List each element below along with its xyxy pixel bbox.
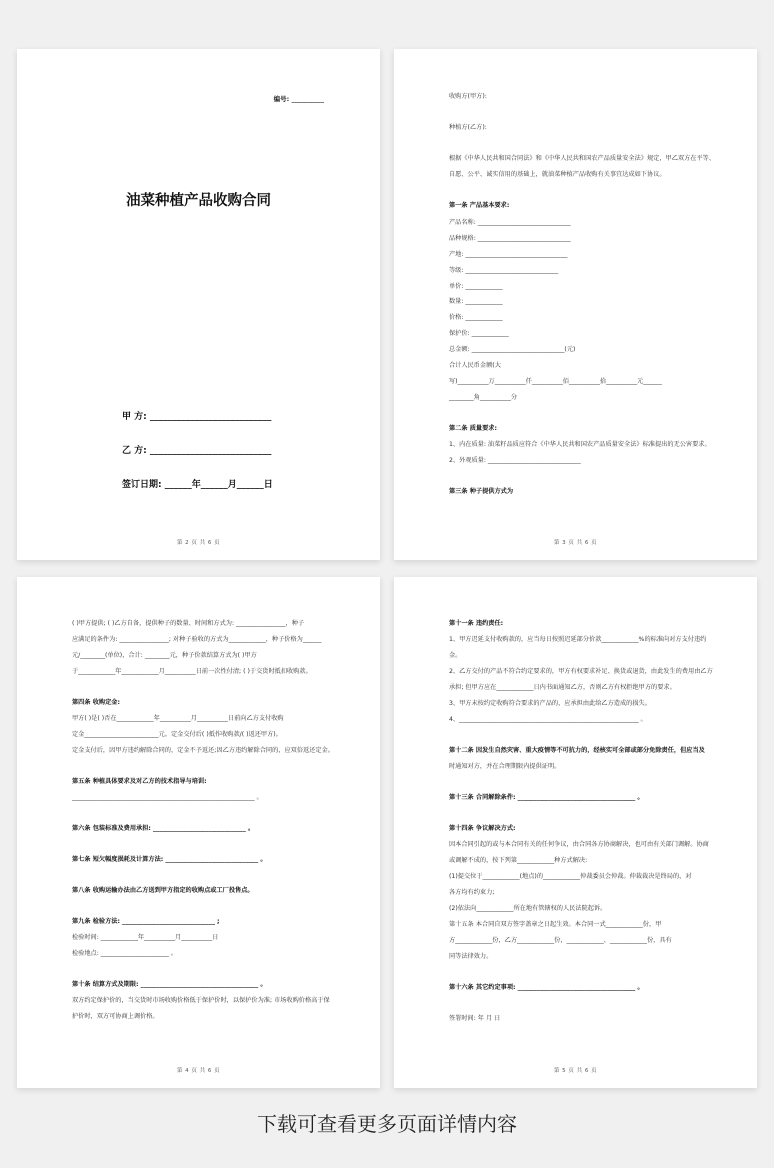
party-b-field: 乙 方: ___________________________ xyxy=(122,446,272,456)
paragraph-line: 第三条 种子提供方式为 xyxy=(449,488,514,495)
paragraph-line: 第四条 收购定金: xyxy=(72,699,120,706)
page-footer: 第 5 页 共 6 页 xyxy=(553,1068,598,1074)
paragraph-line: 等级: ______________________________ xyxy=(449,267,559,274)
paragraph-line: 产品名称: ______________________________ xyxy=(449,219,571,226)
paragraph-line: ( )甲方提供; ( )乙方自备，提供种子的数量、时间和方式为: ________________，种子 xyxy=(72,620,305,627)
paragraph-line: 第九条 检验方法: ______________________________ ; xyxy=(72,918,220,925)
paragraph-line: 第十条 结算方式及期限: ______________________________________ 。 xyxy=(72,981,267,988)
paragraph-line: 价格: ____________ xyxy=(449,314,503,321)
paragraph-line: 产地: _________________________________ xyxy=(449,251,568,258)
paragraph-line: 第二条 质量要求: xyxy=(449,425,497,432)
paragraph-line: 签署时间: 年 月 日 xyxy=(449,1015,501,1022)
paragraph-line: 合计人民币金额(大 xyxy=(449,362,501,369)
page-footer: 第 3 页 共 6 页 xyxy=(553,540,598,546)
download-caption: 下载可查看更多页面详情内容 xyxy=(257,1112,517,1136)
paragraph-line: 检验时间: ____________年__________月__________日 xyxy=(72,934,219,941)
paragraph-line: 第十一条 违约责任: xyxy=(449,620,504,627)
paragraph-line: 方____________份，乙方____________份，____________、____________份，具有 xyxy=(449,937,672,944)
paragraph-line: 第六条 包装标准及费用承担: ______________________________ 。 xyxy=(72,825,255,832)
paragraph-line: 甲方( )是( )否在____________年__________月__________日前向乙方支付收购 xyxy=(72,715,284,722)
paragraph-line: 第十五条 本合同自双方签字盖章之日起生效。本合同一式____________份，甲 xyxy=(449,921,662,928)
paragraph-line: 2、乙方交付的产品不符合约定要求的，甲方有权要求补足、换货或退货，由此发生的费用由乙方 xyxy=(449,668,713,675)
paragraph-line: (2)依法向____________所在地有管辖权的人民法院起诉。 xyxy=(449,905,607,912)
paragraph-line: 第十二条 因发生自然灾害、重大疫情等不可抗力的，经核实可全部或部分免除责任，但应当及 xyxy=(449,747,705,754)
paragraph-line: 4、__________________________________________________________ 。 xyxy=(449,716,647,723)
paragraph-line: 元/________(单位)，合计: ________元，种子价款结算方式为( )甲方 xyxy=(72,652,257,659)
page-footer: 第 2 页 共 6 页 xyxy=(176,540,221,546)
paragraph-line: 自愿、公平、诚实信用的基础上，就油菜种植产品收购有关事宜达成如下协议。 xyxy=(449,171,666,178)
paragraph-line: 第十六条 其它约定事项: ______________________________________ 。 xyxy=(449,984,644,991)
paragraph-line: ________角__________分 xyxy=(449,394,518,401)
paragraph-line: 单价: ____________ xyxy=(449,283,503,290)
paragraph-line: 第八条 收购运输办法由乙方送到甲方指定的收购点或工厂投售点。 xyxy=(72,887,254,894)
paragraph-line: 各方均有约束力; xyxy=(449,889,495,896)
paragraph-line: (1)提交位于____________(地点)的____________仲裁委员会仲裁。仲裁裁决是终局的，对 xyxy=(449,873,692,880)
contract-number: 编号: __________ xyxy=(273,95,324,103)
document-page-cover xyxy=(17,49,380,560)
paragraph-line: 同等法律效力。 xyxy=(449,953,493,960)
paragraph-line: 承担; 但甲方应在____________日内书面通知乙方，否则乙方有权拒绝甲方的要求。 xyxy=(449,684,676,691)
paragraph-line: 第五条 种植具体要求及对乙方的技术指导与培训: xyxy=(72,778,207,785)
paragraph-line: 时通知对方，并在合理期限内提供证明。 xyxy=(449,763,561,770)
paragraph-line: 1、甲方迟延支付收购款的，应当每日按照迟延部分价款____________%的标准向对方支付违约 xyxy=(449,636,707,643)
paragraph-line: 或调解不成的，按下列第____________种方式解决: xyxy=(449,857,588,864)
document-page-4 xyxy=(394,577,757,1088)
document-page-3 xyxy=(17,577,380,1088)
document-page-2 xyxy=(394,49,757,560)
paragraph-line: 第十三条 合同解除条件: ______________________________________ 。 xyxy=(449,794,644,801)
paragraph-line: 因本合同引起的或与本合同有关的任何争议，由合同各方协商解决，也可由有关部门调解。协商 xyxy=(449,841,709,848)
paragraph-line: 保护价: ____________ xyxy=(449,330,509,337)
paragraph-line: 写)__________万__________仟__________佰__________拾__________元______ xyxy=(449,378,662,385)
paragraph-line: 总金额: ______________________________(元) xyxy=(449,346,576,353)
paragraph-line: 第十四条 争议解决方式: xyxy=(449,825,516,832)
paragraph-line: 收购方(甲方): xyxy=(449,93,487,100)
paragraph-line: 根据《中华人民共和国合同法》和《中华人民共和国农产品质量安全法》规定，甲乙双方在平等、 xyxy=(449,155,716,162)
sign-date-field: 签订日期: ______年______月______日 xyxy=(122,480,273,490)
paragraph-line: 护价时，双方可协商上调价格。 xyxy=(72,1013,159,1020)
paragraph-line: ___________________________________________________________ 。 xyxy=(72,794,263,801)
paragraph-line: 定金支付后，因甲方违约解除合同的，定金不予返还;因乙方违约解除合同的，应双倍返还定金。 xyxy=(72,747,334,754)
paragraph-line: 双方约定保护价的，当交货时市场收购价格低于保护价时，以保护价为准; 市场收购价格高于保 xyxy=(72,997,330,1004)
paragraph-line: 检验地点: ______________________ 。 xyxy=(72,950,178,957)
paragraph-line: 第七条 短欠幅度损耗及计算方法: ______________________________ 。 xyxy=(72,856,267,863)
paragraph-line: 2、外观质量: ______________________________ xyxy=(449,457,581,464)
paragraph-line: 第一条 产品基本要求: xyxy=(449,202,510,209)
paragraph-line: 于____________年____________月__________日前一次性付清; ( )于交货时抵扣收购款。 xyxy=(72,668,312,675)
page-footer: 第 4 页 共 6 页 xyxy=(176,1068,221,1074)
paragraph-line: 数量: ____________ xyxy=(449,298,503,305)
paragraph-line: 应满足的条件为: ________________; 对种子验收的方式为____________，种子价格为______ xyxy=(72,636,322,643)
paragraph-line: 品种规格: ______________________________ xyxy=(449,235,571,242)
paragraph-line: 1、内在质量: 油菜籽品质应符合《中华人民共和国农产品质量安全法》标准提出的无公害要求。 xyxy=(449,441,711,448)
contract-title: 油菜种植产品收购合同 xyxy=(126,193,271,209)
party-a-field: 甲 方: ___________________________ xyxy=(122,412,272,422)
paragraph-line: 3、甲方未按约定收购符合要求的产品的，应承担由此给乙方造成的损失。 xyxy=(449,700,651,707)
paragraph-line: 金。 xyxy=(449,652,462,659)
paragraph-line: 种植方(乙方): xyxy=(449,124,487,131)
paragraph-line: 定金________________________元。定金交付后( )抵作收购款/( )返还甲方)。 xyxy=(72,731,282,738)
